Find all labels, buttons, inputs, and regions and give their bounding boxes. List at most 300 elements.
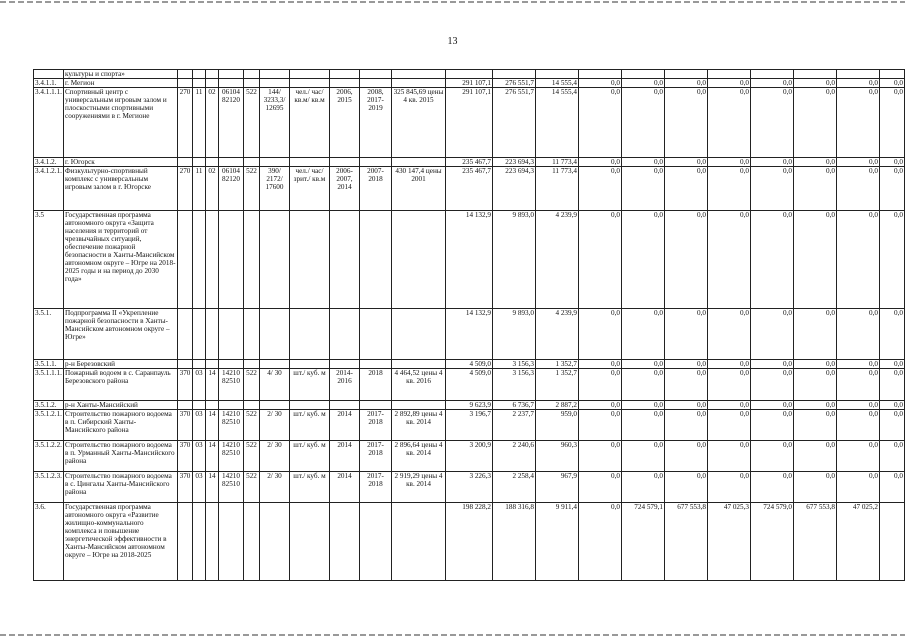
cell-code5	[244, 158, 260, 167]
cell-code1: 370	[178, 410, 193, 441]
cell-v1: 4 509,0	[446, 369, 493, 401]
cell-code1: 370	[178, 369, 193, 401]
cell-code1	[178, 70, 193, 79]
cell-v2: 6 736,7	[493, 401, 536, 410]
cell-v3: 14 555,4	[536, 79, 579, 88]
cell-v9: 0,0	[794, 369, 837, 401]
cell-v6	[665, 70, 708, 79]
cell-v6: 0,0	[665, 410, 708, 441]
cell-cost	[392, 360, 446, 369]
cell-id: 3.4.1.2.1.	[34, 167, 64, 211]
cell-v2: 2 240,6	[493, 441, 536, 472]
cell-id: 3.5.1.1.	[34, 360, 64, 369]
cell-v2: 188 316,8	[493, 503, 536, 581]
cell-years: 2006-2007, 2014	[330, 167, 360, 211]
cell-v7: 47 025,3	[708, 503, 751, 581]
cell-code4	[219, 401, 244, 410]
cell-cost: 430 147,4 цены 2001	[392, 167, 446, 211]
cell-code2	[193, 79, 206, 88]
cell-v9: 0,0	[794, 79, 837, 88]
cell-v5: 0,0	[622, 88, 665, 158]
cell-v8	[751, 70, 794, 79]
cell-unit: чел./ час/ кв.м/ кв.м	[290, 88, 330, 158]
cell-v11: 0,0	[880, 360, 905, 369]
cell-v11: 0,0	[880, 309, 905, 360]
cell-v7: 0,0	[708, 79, 751, 88]
cell-name: Строительство пожарного водоема в п. Сибирский Ханты-Мансийского района	[64, 410, 178, 441]
cell-done: 2008, 2017-2019	[360, 88, 392, 158]
cell-v3: 1 352,7	[536, 360, 579, 369]
cell-v5: 0,0	[622, 158, 665, 167]
cell-v7: 0,0	[708, 401, 751, 410]
cell-code2	[193, 70, 206, 79]
page-number: 13	[447, 36, 458, 47]
cell-v3: 2 887,2	[536, 401, 579, 410]
cell-code5	[244, 70, 260, 79]
cell-done: 2017-2018	[360, 410, 392, 441]
cell-v9: 677 553,8	[794, 503, 837, 581]
cell-id: 3.5.1.2.	[34, 401, 64, 410]
cell-id: 3.5.1.2.2.	[34, 441, 64, 472]
cell-code2: 03	[193, 410, 206, 441]
table-row	[34, 503, 905, 581]
cell-v2: 2 258,4	[493, 472, 536, 503]
cell-cost: 325 845,69 цены 4 кв. 2015	[392, 88, 446, 158]
cell-years	[330, 503, 360, 581]
cell-code5	[244, 79, 260, 88]
cell-id: 3.5.1.2.1.	[34, 410, 64, 441]
cell-v11: 0,0	[880, 167, 905, 211]
cell-code4: 14210 82510	[219, 441, 244, 472]
cell-code1	[178, 401, 193, 410]
cell-v4: 0,0	[579, 79, 622, 88]
cell-v5: 0,0	[622, 369, 665, 401]
scan-edge-top	[0, 1, 905, 3]
cell-v8: 0,0	[751, 88, 794, 158]
cell-unit	[290, 503, 330, 581]
cell-code3	[206, 158, 219, 167]
cell-code5: 522	[244, 369, 260, 401]
cell-done: 2007-2018	[360, 167, 392, 211]
cell-v6: 0,0	[665, 309, 708, 360]
cell-v3: 959,0	[536, 410, 579, 441]
cell-v1: 3 200,9	[446, 441, 493, 472]
table-row	[34, 70, 905, 79]
cell-id: 3.4.1.2.	[34, 158, 64, 167]
cell-done	[360, 79, 392, 88]
cell-code5	[244, 360, 260, 369]
cell-v10: 47 025,2	[837, 503, 880, 581]
cell-code2: 11	[193, 167, 206, 211]
table-row	[34, 158, 905, 167]
cell-id: 3.5.1.2.3.	[34, 472, 64, 503]
cell-done	[360, 70, 392, 79]
cell-v2: 276 551,7	[493, 79, 536, 88]
cell-unit	[290, 211, 330, 309]
cell-v9: 0,0	[794, 441, 837, 472]
cell-power: 2/ 30	[260, 472, 290, 503]
cell-v11	[880, 503, 905, 581]
cell-v9: 0,0	[794, 401, 837, 410]
budget-table	[33, 69, 905, 581]
cell-code4: 14210 82510	[219, 472, 244, 503]
cell-unit: шт./ куб. м	[290, 472, 330, 503]
cell-power	[260, 503, 290, 581]
cell-v6: 0,0	[665, 167, 708, 211]
cell-done	[360, 401, 392, 410]
cell-name: Подпрограмма II «Укрепление пожарной безопасности в Ханты-Мансийском автономном округе – Югре»	[64, 309, 178, 360]
cell-v4: 0,0	[579, 211, 622, 309]
cell-v5: 0,0	[622, 211, 665, 309]
cell-code1: 270	[178, 88, 193, 158]
cell-years	[330, 401, 360, 410]
cell-v7: 0,0	[708, 167, 751, 211]
table-row	[34, 369, 905, 401]
cell-v6: 0,0	[665, 441, 708, 472]
cell-v10: 0,0	[837, 211, 880, 309]
cell-cost	[392, 211, 446, 309]
cell-code5	[244, 211, 260, 309]
cell-id: 3.5.1.	[34, 309, 64, 360]
cell-v10: 0,0	[837, 441, 880, 472]
cell-v11: 0,0	[880, 369, 905, 401]
cell-v7: 0,0	[708, 410, 751, 441]
cell-done	[360, 158, 392, 167]
cell-code5: 522	[244, 88, 260, 158]
cell-cost: 2 892,89 цены 4 кв. 2014	[392, 410, 446, 441]
cell-code1: 270	[178, 167, 193, 211]
cell-v3: 9 911,4	[536, 503, 579, 581]
cell-code5: 522	[244, 441, 260, 472]
cell-v4: 0,0	[579, 360, 622, 369]
cell-code3: 14	[206, 441, 219, 472]
cell-power	[260, 158, 290, 167]
table-row	[34, 211, 905, 309]
cell-v5: 0,0	[622, 401, 665, 410]
cell-v5: 0,0	[622, 441, 665, 472]
cell-unit	[290, 158, 330, 167]
cell-v8: 0,0	[751, 79, 794, 88]
cell-code4	[219, 211, 244, 309]
cell-code4: 14210 82510	[219, 369, 244, 401]
cell-v2: 9 893,0	[493, 309, 536, 360]
cell-id: 3.6.	[34, 503, 64, 581]
cell-code2	[193, 211, 206, 309]
cell-id: 3.5.1.1.1.	[34, 369, 64, 401]
cell-code1	[178, 309, 193, 360]
cell-v3: 1 352,7	[536, 369, 579, 401]
cell-years: 2006, 2015	[330, 88, 360, 158]
cell-code5	[244, 309, 260, 360]
cell-v10: 0,0	[837, 401, 880, 410]
cell-v9: 0,0	[794, 309, 837, 360]
cell-v1: 198 228,2	[446, 503, 493, 581]
cell-v4: 0,0	[579, 88, 622, 158]
cell-code2: 03	[193, 441, 206, 472]
cell-v9: 0,0	[794, 158, 837, 167]
cell-v2: 9 893,0	[493, 211, 536, 309]
cell-code1	[178, 79, 193, 88]
cell-v8: 0,0	[751, 369, 794, 401]
cell-v1: 14 132,9	[446, 211, 493, 309]
cell-code4: 06104 82120	[219, 167, 244, 211]
cell-v7: 0,0	[708, 369, 751, 401]
cell-cost	[392, 70, 446, 79]
cell-name: р-н Березовский	[64, 360, 178, 369]
cell-unit: шт./ куб. м	[290, 369, 330, 401]
cell-v6: 677 553,8	[665, 503, 708, 581]
cell-v3: 960,3	[536, 441, 579, 472]
cell-v7: 0,0	[708, 211, 751, 309]
cell-v7: 0,0	[708, 158, 751, 167]
cell-code2	[193, 503, 206, 581]
cell-done: 2017-2018	[360, 472, 392, 503]
cell-v9: 0,0	[794, 211, 837, 309]
cell-code3: 02	[206, 88, 219, 158]
cell-code3	[206, 401, 219, 410]
table-row	[34, 88, 905, 158]
cell-v4: 0,0	[579, 503, 622, 581]
cell-v10: 0,0	[837, 360, 880, 369]
cell-years	[330, 70, 360, 79]
cell-v2: 2 237,7	[493, 410, 536, 441]
cell-id: 3.4.1.1.1.	[34, 88, 64, 158]
cell-name: Физкультурно-спортивный комплекс с универсальным игровым залом в г. Югорске	[64, 167, 178, 211]
cell-name: р-н Ханты-Мансийский	[64, 401, 178, 410]
cell-cost	[392, 158, 446, 167]
cell-years: 2014	[330, 472, 360, 503]
cell-name: Государственная программа автономного округа «Защита населения и территорий от чрезвычайных ситуаций, обеспечение пожарной безопасности в Ханты-Мансийском автономном округе – Югре на 2018-2025 годы и на период до 2030 года»	[64, 211, 178, 309]
cell-v10: 0,0	[837, 158, 880, 167]
cell-power	[260, 360, 290, 369]
cell-v6: 0,0	[665, 369, 708, 401]
cell-v9: 0,0	[794, 360, 837, 369]
cell-power: 144/ 3233,3/ 12695	[260, 88, 290, 158]
cell-name: Строительство пожарного водоема в п. Урманный Ханты-Мансийского района	[64, 441, 178, 472]
cell-v7	[708, 70, 751, 79]
cell-code5	[244, 401, 260, 410]
cell-unit	[290, 401, 330, 410]
cell-cost: 4 464,52 цены 4 кв. 2016	[392, 369, 446, 401]
cell-v3: 11 773,4	[536, 167, 579, 211]
cell-code5: 522	[244, 410, 260, 441]
cell-v4: 0,0	[579, 401, 622, 410]
cell-v8: 724 579,0	[751, 503, 794, 581]
cell-id: 3.4.1.1.	[34, 79, 64, 88]
cell-v11: 0,0	[880, 472, 905, 503]
cell-v6: 0,0	[665, 211, 708, 309]
cell-code5	[244, 503, 260, 581]
cell-v9: 0,0	[794, 88, 837, 158]
cell-power	[260, 401, 290, 410]
cell-name: Спортивный центр с универсальным игровым залом и плоскостными спортивными сооружениями в г. Мегионе	[64, 88, 178, 158]
cell-name: г. Югорск	[64, 158, 178, 167]
cell-v7: 0,0	[708, 88, 751, 158]
cell-v8: 0,0	[751, 309, 794, 360]
cell-done	[360, 309, 392, 360]
cell-done	[360, 360, 392, 369]
cell-code2: 03	[193, 369, 206, 401]
cell-v7: 0,0	[708, 309, 751, 360]
cell-power: 2/ 30	[260, 410, 290, 441]
cell-v8: 0,0	[751, 360, 794, 369]
cell-v9: 0,0	[794, 410, 837, 441]
cell-v2: 223 694,3	[493, 167, 536, 211]
cell-power	[260, 79, 290, 88]
cell-done: 2017-2018	[360, 441, 392, 472]
cell-unit: шт./ куб. м	[290, 441, 330, 472]
cell-code2	[193, 309, 206, 360]
cell-years	[330, 309, 360, 360]
cell-done	[360, 503, 392, 581]
cell-cost	[392, 309, 446, 360]
cell-v4: 0,0	[579, 369, 622, 401]
cell-v3: 14 555,4	[536, 88, 579, 158]
cell-v10: 0,0	[837, 167, 880, 211]
cell-code1: 370	[178, 472, 193, 503]
cell-v4: 0,0	[579, 158, 622, 167]
cell-unit	[290, 360, 330, 369]
cell-power: 4/ 30	[260, 369, 290, 401]
cell-v11	[880, 70, 905, 79]
cell-v8: 0,0	[751, 472, 794, 503]
cell-v11: 0,0	[880, 79, 905, 88]
cell-code1: 370	[178, 441, 193, 472]
cell-name: Государственная программа автономного округа «Развитие жилищно-коммунального комплекса и повышение энергетической эффективности в Ханты-Мансийском автономном округе – Югре на 2018-2025	[64, 503, 178, 581]
cell-v10: 0,0	[837, 472, 880, 503]
cell-v6: 0,0	[665, 472, 708, 503]
cell-code4	[219, 79, 244, 88]
cell-unit	[290, 70, 330, 79]
cell-v4: 0,0	[579, 441, 622, 472]
cell-cost: 2 896,64 цены 4 кв. 2014	[392, 441, 446, 472]
cell-code4	[219, 503, 244, 581]
table-row	[34, 167, 905, 211]
cell-code2: 03	[193, 472, 206, 503]
cell-v9: 0,0	[794, 472, 837, 503]
cell-code4	[219, 309, 244, 360]
cell-power	[260, 211, 290, 309]
cell-years: 2014-2016	[330, 369, 360, 401]
cell-unit: чел./ час/ зрит./ кв.м	[290, 167, 330, 211]
cell-v6: 0,0	[665, 79, 708, 88]
cell-cost	[392, 401, 446, 410]
cell-code4: 14210 82510	[219, 410, 244, 441]
cell-v6: 0,0	[665, 158, 708, 167]
cell-code3	[206, 79, 219, 88]
cell-code4	[219, 158, 244, 167]
cell-code2	[193, 401, 206, 410]
table-row	[34, 441, 905, 472]
cell-v5: 0,0	[622, 167, 665, 211]
cell-code2	[193, 158, 206, 167]
cell-v1	[446, 70, 493, 79]
cell-code1	[178, 211, 193, 309]
cell-name: г. Мегион	[64, 79, 178, 88]
cell-v8: 0,0	[751, 410, 794, 441]
cell-v5: 0,0	[622, 472, 665, 503]
cell-v8: 0,0	[751, 401, 794, 410]
table-row	[34, 360, 905, 369]
cell-name: Строительство пожарного водоема в с. Цингалы Ханты-Мансийского района	[64, 472, 178, 503]
cell-power	[260, 309, 290, 360]
table-row	[34, 79, 905, 88]
cell-code3	[206, 70, 219, 79]
cell-v1: 291 107,1	[446, 88, 493, 158]
cell-v10: 0,0	[837, 88, 880, 158]
cell-v4: 0,0	[579, 309, 622, 360]
cell-code3: 02	[206, 167, 219, 211]
cell-cost: 2 919,29 цены 4 кв. 2014	[392, 472, 446, 503]
cell-v5: 724 579,1	[622, 503, 665, 581]
cell-code1	[178, 360, 193, 369]
cell-code3	[206, 503, 219, 581]
cell-code1	[178, 503, 193, 581]
cell-v7: 0,0	[708, 472, 751, 503]
cell-years	[330, 158, 360, 167]
cell-power: 390/ 2172/ 17600	[260, 167, 290, 211]
cell-code4	[219, 360, 244, 369]
cell-years	[330, 79, 360, 88]
cell-v2	[493, 70, 536, 79]
cell-code4	[219, 70, 244, 79]
cell-v8: 0,0	[751, 211, 794, 309]
scan-edge-bottom	[0, 634, 905, 636]
cell-v6: 0,0	[665, 401, 708, 410]
cell-code3	[206, 360, 219, 369]
cell-years: 2014	[330, 441, 360, 472]
cell-code2	[193, 360, 206, 369]
cell-unit: шт./ куб. м	[290, 410, 330, 441]
cell-v1: 291 107,1	[446, 79, 493, 88]
cell-code1	[178, 158, 193, 167]
cell-v1: 14 132,9	[446, 309, 493, 360]
cell-power	[260, 70, 290, 79]
cell-v11: 0,0	[880, 401, 905, 410]
cell-v9: 0,0	[794, 167, 837, 211]
cell-id	[34, 70, 64, 79]
cell-done: 2018	[360, 369, 392, 401]
cell-name: культуры и спорта»	[64, 70, 178, 79]
table-row	[34, 472, 905, 503]
cell-v1: 9 623,9	[446, 401, 493, 410]
cell-years	[330, 211, 360, 309]
cell-v4: 0,0	[579, 167, 622, 211]
cell-unit	[290, 309, 330, 360]
cell-v8: 0,0	[751, 167, 794, 211]
cell-v3	[536, 70, 579, 79]
cell-unit	[290, 79, 330, 88]
cell-power: 2/ 30	[260, 441, 290, 472]
cell-v10	[837, 70, 880, 79]
cell-code5: 522	[244, 167, 260, 211]
table-row	[34, 410, 905, 441]
cell-v2: 223 694,3	[493, 158, 536, 167]
cell-code3: 14	[206, 410, 219, 441]
table-row	[34, 401, 905, 410]
cell-v8: 0,0	[751, 441, 794, 472]
cell-v3: 4 239,9	[536, 211, 579, 309]
cell-v1: 235 467,7	[446, 167, 493, 211]
cell-v10: 0,0	[837, 369, 880, 401]
cell-v11: 0,0	[880, 158, 905, 167]
cell-code3	[206, 211, 219, 309]
cell-code3: 14	[206, 472, 219, 503]
cell-v11: 0,0	[880, 410, 905, 441]
cell-v11: 0,0	[880, 211, 905, 309]
cell-v4: 0,0	[579, 472, 622, 503]
cell-code2: 11	[193, 88, 206, 158]
